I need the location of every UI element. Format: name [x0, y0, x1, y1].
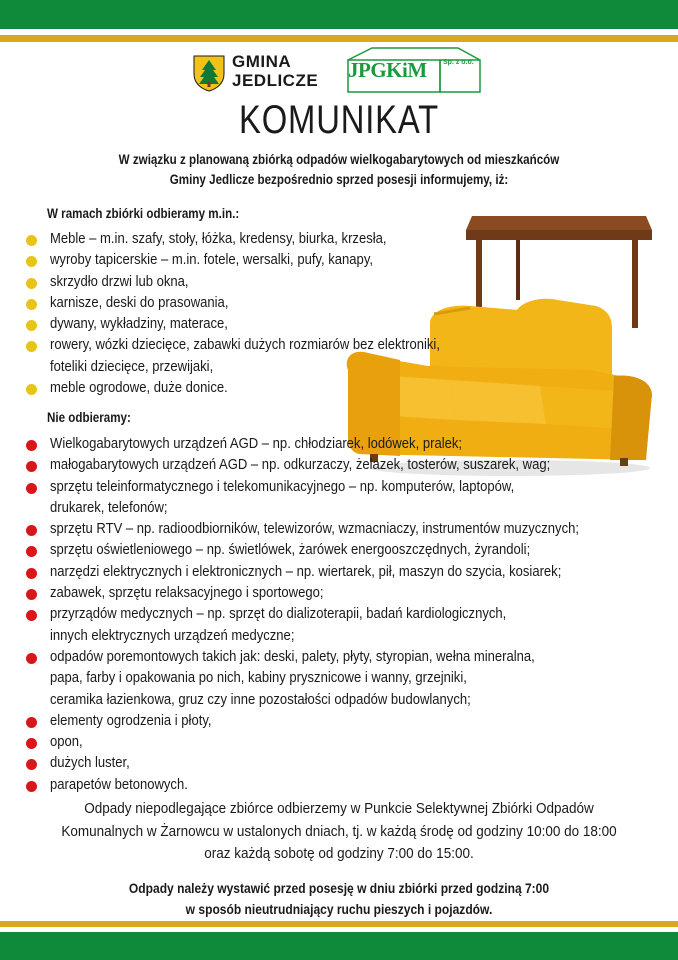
- list-item: małogabarytowych urządzeń AGD – np. odkurzaczy, żelazek, tosterów, suszarek, wag;: [26, 455, 638, 476]
- accepted-heading: W ramach zbiórki odbieramy m.in.:: [47, 206, 240, 221]
- list-item: zabawek, sprzętu relaksacyjnego i sportowego;: [26, 583, 638, 604]
- top-green-band: [0, 0, 678, 29]
- red-bullet-icon: [26, 525, 37, 536]
- yellow-bullet-icon: [26, 320, 37, 331]
- red-bullet-icon: [26, 653, 37, 664]
- logos-row: [0, 50, 678, 96]
- red-bullet-icon: [26, 717, 37, 728]
- gmina-crest-icon: [192, 54, 226, 92]
- red-bullet-icon: [26, 546, 37, 557]
- gmina-line-1: GMINA: [232, 52, 292, 71]
- red-bullet-icon: [26, 610, 37, 621]
- yellow-bullet-icon: [26, 256, 37, 267]
- rejected-heading: Nie odbieramy:: [47, 410, 131, 425]
- yellow-bullet-icon: [26, 341, 37, 352]
- red-bullet-icon: [26, 461, 37, 472]
- red-bullet-icon: [26, 440, 37, 451]
- intro-line-2: Gminy Jedlicze bezpośrednio sprzed posesji informujemy, iż:: [169, 172, 509, 187]
- gmina-name: [232, 52, 318, 90]
- list-item: meble ogrodowe, duże donice.: [26, 378, 483, 399]
- red-bullet-icon: [26, 483, 37, 494]
- red-bullet-icon: [26, 781, 37, 792]
- intro-line-1: W związku z planowaną zbiórką odpadów wielkogabarytowych od mieszkańców: [118, 152, 560, 167]
- red-bullet-icon: [26, 738, 37, 749]
- list-item: dużych luster,: [26, 753, 638, 774]
- footer-info-line-2: Komunalnych w Żarnowcu w ustalonych dniach, tj. w każdą środę od godziny 10:00 do 18:00: [61, 822, 617, 840]
- company-suffix: Sp. z o.o.: [443, 59, 474, 66]
- list-item: sprzętu oświetleniowego – np. świetlówek, żarówek energooszczędnych, żyrandoli;: [26, 540, 638, 561]
- gmina-line-2: JEDLICZE: [232, 71, 319, 90]
- footer-notice-line-2: w sposób nieutrudniający ruchu pieszych i pojazdów.: [185, 901, 493, 917]
- list-item: karnisze, deski do prasowania,: [26, 293, 483, 314]
- bottom-green-band: [0, 932, 678, 960]
- red-bullet-icon: [26, 759, 37, 770]
- list-item: dywany, wykładziny, materace,: [26, 314, 483, 335]
- yellow-bullet-icon: [26, 299, 37, 310]
- list-item: skrzydło drzwi lub okna,: [26, 272, 483, 293]
- footer-info-line-1: Odpady niepodlegające zbiórce odbierzemy w Punkcie Selektywnej Zbiórki Odpadów: [84, 800, 594, 817]
- list-item: elementy ogrodzenia i płoty,: [26, 711, 638, 732]
- list-item: opon,: [26, 732, 638, 753]
- yellow-bullet-icon: [26, 384, 37, 395]
- list-item: parapetów betonowych.: [26, 775, 638, 796]
- red-bullet-icon: [26, 568, 37, 579]
- yellow-bullet-icon: [26, 235, 37, 246]
- page-title: KOMUNIKAT: [239, 98, 439, 142]
- list-item: sprzętu RTV – np. radioodbiorników, telewizorów, wzmacniaczy, instrumentów muzycznych;: [26, 519, 638, 540]
- yellow-bullet-icon: [26, 278, 37, 289]
- list-item: sprzętu teleinformatycznego i telekomunikacyjnego – np. komputerów, laptopów, drukarek, telefonów;: [26, 477, 638, 520]
- accepted-list: [26, 229, 483, 399]
- top-gold-stripe: [0, 35, 678, 42]
- rejected-list: [26, 434, 638, 796]
- company-logo-text: JPGKiM: [348, 58, 427, 82]
- footer-notice: [47, 878, 630, 920]
- list-item: Wielkogabarytowych urządzeń AGD – np. chłodziarek, lodówek, pralek;: [26, 434, 638, 455]
- list-item: Meble – m.in. szafy, stoły, łóżka, kredensy, biurka, krzesła,: [26, 229, 483, 250]
- bottom-gold-stripe: [0, 921, 678, 927]
- red-bullet-icon: [26, 589, 37, 600]
- footer-info: [34, 798, 644, 866]
- list-item: przyrządów medycznych – np. sprzęt do dializoterapii, badań kardiologicznych, innych elektrycznych urządzeń medyczne;: [26, 604, 638, 647]
- list-item: odpadów poremontowych takich jak: deski, palety, płyty, styropian, wełna mineralna, papa, farby i opakowania po nich, kabiny prysznicowe i wanny, grzejniki, ceramika łazienkowa, gruz czy inne pozostałości odpadów budowlanych;: [26, 647, 638, 711]
- list-item: narzędzi elektrycznych i elektronicznych – np. wiertarek, pił, maszyn do szycia, kosiarek;: [26, 562, 638, 583]
- list-item: rowery, wózki dziecięce, zabawki dużych rozmiarów bez elektroniki, foteliki dziecięce, przewijaki,: [26, 335, 483, 378]
- intro-text: [99, 150, 579, 190]
- footer-info-line-3: oraz każdą sobotę od godziny 7:00 do 15:00.: [204, 845, 474, 862]
- footer-notice-line-1: Odpady należy wystawić przed posesję w dniu zbiórki przed godziną 7:00: [128, 880, 550, 896]
- list-item: wyroby tapicerskie – m.in. fotele, wersalki, pufy, kanapy,: [26, 250, 483, 271]
